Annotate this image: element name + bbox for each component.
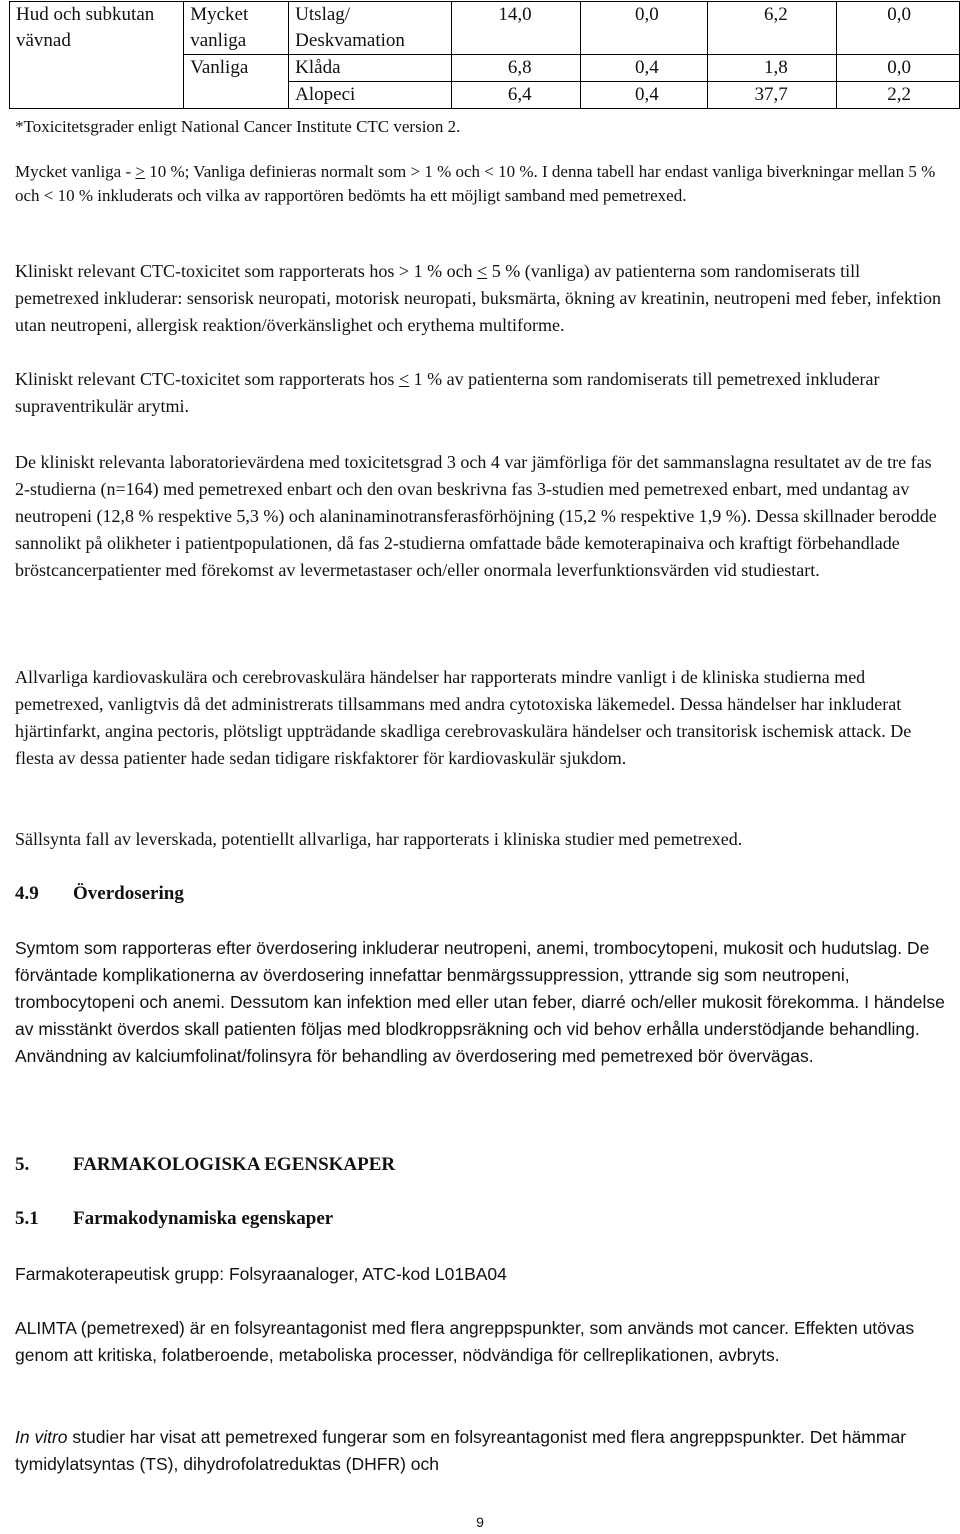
paragraph-overdose: Symtom som rapporteras efter överdosering inkluderar neutropeni, anemi, trombocytopeni, mukosit och hudutslag. De förväntade komplikationerna av överdosering innefattar benmärgssuppression, yttrande sig som neutropeni, trombocytopeni och anemi. Dessutom kan infektion med eller utan feber, diarré och/eller mukosit förekomma. I händelse av misstänkt överdos skall patienten följas med blodkroppsräkning och vid behov erhålla understödjande behandling. Användning av kalciumfolinat/folinsyra för behandling av överdosering med pemetrexed bör övervägas.: [15, 938, 945, 1066]
paragraph-text: 1 % av patienterna som randomiserats till pemetrexed inkluderar supraventrikulär arytmi.: [15, 369, 880, 416]
section-number: 5.1: [15, 1208, 39, 1229]
toxicity-table: [9, 1, 960, 109]
note-prefix: Mycket vanliga -: [15, 162, 136, 181]
table-cell-value: 2,2: [836, 82, 959, 109]
table-cell-organ: Hud och subkutan vävnad: [10, 2, 184, 55]
paragraph-ctc-common: [15, 258, 945, 339]
table-cell-reaction: Klåda: [289, 55, 451, 82]
less-equal-symbol: <: [398, 369, 410, 389]
table-cell-reaction: Utslag/ Deskvamation: [289, 2, 451, 55]
frequency-definition-note: [15, 160, 945, 208]
table-cell-value: 37,7: [707, 82, 836, 109]
table-cell-value: 0,0: [836, 55, 959, 82]
table-cell-value: 6,4: [451, 82, 580, 109]
table-cell-frequency: Vanliga: [184, 55, 289, 82]
table-cell-value: 0,0: [836, 2, 959, 55]
paragraph-cardiovascular: Allvarliga kardiovaskulära och cerebrovaskulära händelser har rapporterats mindre vanligt i de kliniska studierna med pemetrexed, vanligtvis då det administrerats tillsammans med andra cytotoxiska läkemedel. Dessa händelser har inkluderat hjärtinfarkt, angina pectoris, plötsligt uppträdande skadliga cerebrovaskulära händelser och transitorisk ischemisk attack. De flesta av dessa patienter hade sedan tidigare riskfaktorer för kardiovaskulär sjukdom.: [15, 667, 912, 768]
paragraph-in-vitro: [15, 1424, 945, 1478]
section-number: 4.9: [15, 883, 39, 904]
paragraph-liver: Sällsynta fall av leverskada, potentiellt allvarliga, har rapporterats i kliniska studier med pemetrexed.: [15, 829, 743, 849]
table-row: [10, 2, 960, 55]
paragraph-lab-values: De kliniskt relevanta laboratorievärdena med toxicitetsgrad 3 och 4 var jämförliga för det sammanslagna resultatet av de tre fas 2-studierna (n=164) med pemetrexed enbart och den ovan beskrivna fas 3-studien med pemetrexed enbart, med undantag av neutropeni (12,8 % respektive 5,3 %) och alaninaminotransferasförhöjning (15,2 % respektive 1,9 %). Dessa skillnader berodde sannolikt på olikheter i patientpopulationen, då fas 2-studierna omfattade både kemoterapinaiva och kraftigt förbehandlade bröstcancerpatienter med förekomst av levermetastaser och/eller onormala leverfunktionsvärden vid studiestart.: [15, 452, 937, 580]
table-cell-organ: [10, 55, 184, 82]
less-equal-symbol: <: [477, 261, 488, 281]
paragraph-text: 5 % (vanliga) av patienterna som randomiserats till pemetrexed inkluderar: sensorisk neuropati, motorisk neuropati, buksmärta, ökning av kreatinin, neutropeni med feber, infektion utan neutropeni, allergisk reaktion/överkänslighet och erythema multiforme.: [15, 261, 942, 335]
table-cell-reaction: Alopeci: [289, 82, 451, 109]
paragraph-text: studier har visat att pemetrexed fungerar som en folsyreantagonist med flera angreppspunkter. Det hämmar tymidylatsyntas (TS), dihydrofolatreduktas (DHFR) och: [15, 1427, 907, 1474]
section-title: Farmakodynamiska egenskaper: [73, 1208, 334, 1229]
section-heading-5-1: [15, 1206, 333, 1232]
table-cell-value: 14,0: [451, 2, 580, 55]
section-heading-4-9: [15, 881, 184, 907]
section-heading-5: [15, 1152, 395, 1178]
paragraph-text: Kliniskt relevant CTC-toxicitet som rapporterats hos: [15, 369, 399, 389]
note-suffix: 10 %; Vanliga definieras normalt som > 1 % och < 10 %. I denna tabell har endast vanliga biverkningar mellan 5 % och < 10 % inkluderats och vilka av rapportören bedömts ha ett möjligt samband med pemetrexed.: [15, 162, 936, 205]
paragraph-text: Kliniskt relevant CTC-toxicitet som rapporterats hos > 1 % och: [15, 261, 478, 281]
table-cell-value: 6,8: [451, 55, 580, 82]
table-cell-value: 0,4: [580, 55, 707, 82]
page-number: 9: [476, 1514, 484, 1530]
table-cell-organ: [10, 82, 184, 109]
table-cell-frequency: [184, 82, 289, 109]
paragraph-alimta: ALIMTA (pemetrexed) är en folsyreantagonist med flera angreppspunkter, som används mot cancer. Effekten utövas genom att kritiska, folatberoende, metaboliska processer, nödvändiga för cellreplikationen, avbryts.: [15, 1318, 915, 1365]
section-number: 5.: [15, 1154, 30, 1175]
table-cell-value: 6,2: [707, 2, 836, 55]
table-footnote: *Toxicitetsgrader enligt National Cancer Institute CTC version 2.: [15, 117, 461, 136]
paragraph-pharmacotherapeutic-group: Farmakoterapeutisk grupp: Folsyraanaloger, ATC-kod L01BA04: [15, 1264, 507, 1284]
table-cell-value: 0,4: [580, 82, 707, 109]
table-cell-value: 1,8: [707, 55, 836, 82]
table-cell-frequency: Mycket vanliga: [184, 2, 289, 55]
section-title: FARMAKOLOGISKA EGENSKAPER: [73, 1154, 396, 1175]
table-cell-value: 0,0: [580, 2, 707, 55]
table-row: [10, 82, 960, 109]
italic-term: In vitro: [15, 1427, 68, 1447]
greater-equal-symbol: >: [135, 162, 145, 181]
paragraph-ctc-uncommon: [15, 366, 945, 420]
table-row: [10, 55, 960, 82]
section-title: Överdosering: [73, 883, 184, 904]
